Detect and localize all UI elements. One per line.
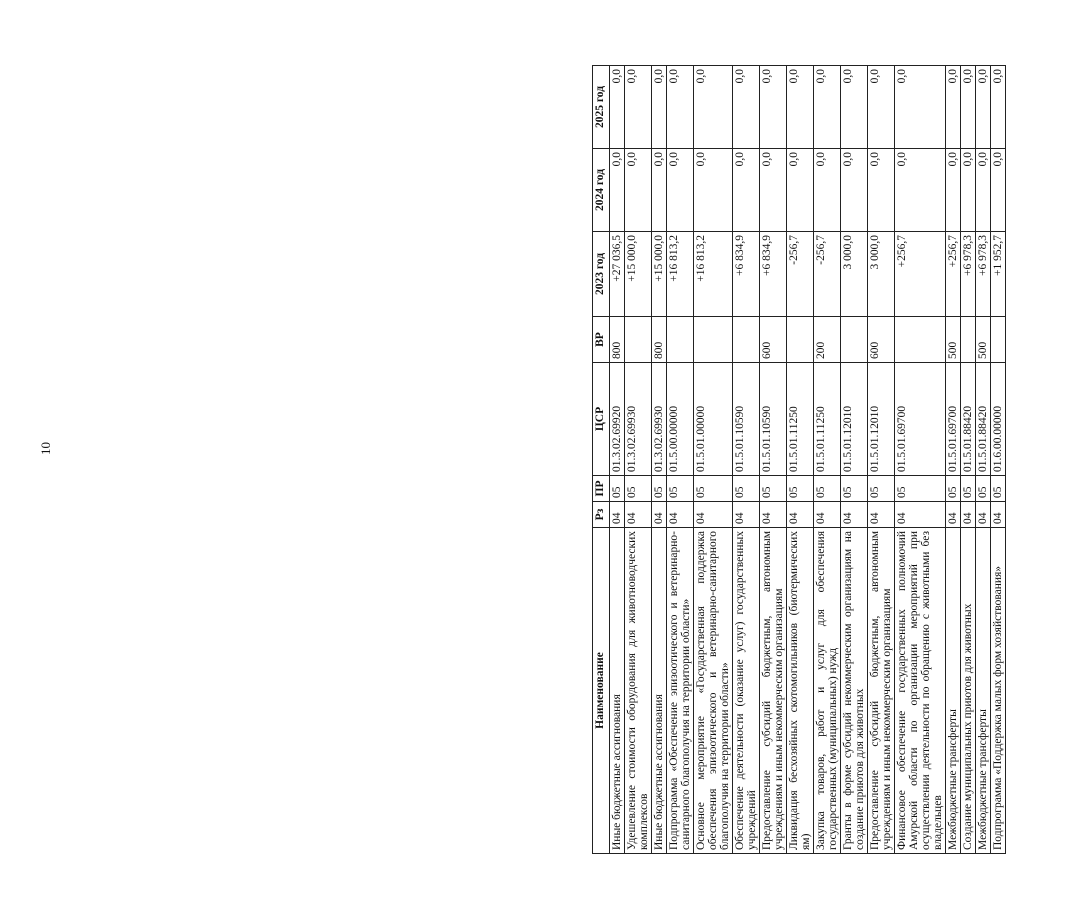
cell-y2025: 0,0: [961, 66, 976, 149]
cell-rz: 04: [694, 502, 733, 528]
cell-csr: 01.5.01.10590: [733, 363, 760, 476]
cell-y2025: 0,0: [694, 66, 733, 149]
cell-y2024: 0,0: [694, 149, 733, 232]
cell-rz: 04: [841, 502, 868, 528]
table-row: [610, 66, 625, 854]
cell-rz: 04: [868, 502, 895, 528]
header-csr: ЦСР: [593, 363, 610, 476]
cell-rz: 04: [787, 502, 814, 528]
cell-y2024: 0,0: [991, 149, 1006, 232]
cell-name: Закупка товаров, работ и услуг для обеспечения государственных (муниципальных) нужд: [814, 528, 841, 854]
cell-csr: 01.5.01.69700: [895, 363, 946, 476]
cell-y2025: 0,0: [760, 66, 787, 149]
table-header-row: [593, 66, 610, 854]
cell-csr: 01.3.02.69930: [652, 363, 667, 476]
cell-vr: 600: [868, 317, 895, 363]
cell-y2024: 0,0: [868, 149, 895, 232]
cell-y2024: 0,0: [787, 149, 814, 232]
cell-y2023: 3 000,0: [841, 232, 868, 317]
cell-name: Финансовое обеспечение государственных полномочий Амурской области по организации мероприятий при осуществлении деятельности по обращению с животными без владельцев: [895, 528, 946, 854]
cell-vr: [625, 317, 652, 363]
table-row: [895, 66, 946, 854]
cell-name: Иные бюджетные ассигнования: [610, 528, 625, 854]
header-vr: ВР: [593, 317, 610, 363]
cell-pr: 05: [841, 476, 868, 502]
cell-y2024: 0,0: [946, 149, 961, 232]
cell-rz: 04: [667, 502, 694, 528]
cell-rz: 04: [946, 502, 961, 528]
cell-rz: 04: [814, 502, 841, 528]
cell-rz: 04: [991, 502, 1006, 528]
header-name: Наименование: [593, 528, 610, 854]
cell-y2025: 0,0: [991, 66, 1006, 149]
cell-pr: 05: [625, 476, 652, 502]
cell-y2024: 0,0: [760, 149, 787, 232]
cell-rz: 04: [961, 502, 976, 528]
cell-y2025: 0,0: [976, 66, 991, 149]
cell-csr: 01.5.01.69700: [946, 363, 961, 476]
cell-rz: 04: [895, 502, 946, 528]
table-row: [652, 66, 667, 854]
cell-y2025: 0,0: [841, 66, 868, 149]
table-row: [814, 66, 841, 854]
cell-name: Удешевление стоимости оборудования для животноводческих комплексов: [625, 528, 652, 854]
cell-csr: 01.5.01.10590: [760, 363, 787, 476]
cell-vr: [694, 317, 733, 363]
cell-y2023: +6 834,9: [733, 232, 760, 317]
cell-y2023: -256,7: [814, 232, 841, 317]
cell-y2023: +27 036,5: [610, 232, 625, 317]
cell-csr: 01.5.01.00000: [694, 363, 733, 476]
cell-y2023: +15 000,0: [652, 232, 667, 317]
cell-y2023: +6 834,9: [760, 232, 787, 317]
budget-table: [592, 65, 1006, 854]
cell-y2023: +1 952,7: [991, 232, 1006, 317]
cell-name: Предоставление субсидий бюджетным, автономным учреждениям и иным некоммерческим организациям: [760, 528, 787, 854]
cell-y2023: +256,7: [946, 232, 961, 317]
cell-pr: 05: [868, 476, 895, 502]
cell-rz: 04: [976, 502, 991, 528]
cell-y2024: 0,0: [733, 149, 760, 232]
cell-pr: 05: [667, 476, 694, 502]
header-2024: 2024 год: [593, 149, 610, 232]
table-row: [976, 66, 991, 854]
cell-y2023: +16 813,2: [667, 232, 694, 317]
cell-csr: 01.5.01.11250: [787, 363, 814, 476]
cell-vr: 500: [946, 317, 961, 363]
cell-y2025: 0,0: [787, 66, 814, 149]
cell-pr: 05: [787, 476, 814, 502]
cell-y2025: 0,0: [625, 66, 652, 149]
cell-y2025: 0,0: [667, 66, 694, 149]
page-number: 10: [38, 442, 53, 455]
cell-y2024: 0,0: [667, 149, 694, 232]
cell-vr: [733, 317, 760, 363]
cell-y2025: 0,0: [652, 66, 667, 149]
cell-csr: 01.5.00.00000: [667, 363, 694, 476]
cell-y2025: 0,0: [733, 66, 760, 149]
cell-vr: [787, 317, 814, 363]
cell-y2024: 0,0: [652, 149, 667, 232]
header-pr: ПР: [593, 476, 610, 502]
cell-csr: 01.3.02.69920: [610, 363, 625, 476]
cell-name: Подпрограмма «Поддержка малых форм хозяйствования»: [991, 528, 1006, 854]
table-row: [961, 66, 976, 854]
cell-name: Гранты в форме субсидий некоммерческим организациям на создание приютов для животных: [841, 528, 868, 854]
cell-csr: 01.5.01.12010: [841, 363, 868, 476]
cell-y2024: 0,0: [841, 149, 868, 232]
cell-rz: 04: [733, 502, 760, 528]
cell-pr: 05: [814, 476, 841, 502]
cell-pr: 05: [610, 476, 625, 502]
cell-rz: 04: [652, 502, 667, 528]
cell-csr: 01.5.01.11250: [814, 363, 841, 476]
cell-vr: 800: [652, 317, 667, 363]
cell-y2024: 0,0: [625, 149, 652, 232]
cell-vr: [841, 317, 868, 363]
cell-rz: 04: [610, 502, 625, 528]
cell-y2024: 0,0: [976, 149, 991, 232]
table-row: [667, 66, 694, 854]
header-2023: 2023 год: [593, 232, 610, 317]
cell-pr: 05: [961, 476, 976, 502]
table-row: [991, 66, 1006, 854]
cell-y2024: 0,0: [961, 149, 976, 232]
cell-pr: 05: [976, 476, 991, 502]
table-row: [841, 66, 868, 854]
cell-pr: 05: [694, 476, 733, 502]
cell-pr: 05: [991, 476, 1006, 502]
cell-y2025: 0,0: [868, 66, 895, 149]
header-2025: 2025 год: [593, 66, 610, 149]
cell-vr: [961, 317, 976, 363]
cell-pr: 05: [760, 476, 787, 502]
rotated-table-container: [592, 66, 1087, 854]
cell-y2025: 0,0: [946, 66, 961, 149]
cell-y2025: 0,0: [814, 66, 841, 149]
cell-csr: 01.5.01.88420: [961, 363, 976, 476]
cell-y2024: 0,0: [895, 149, 946, 232]
header-rz: Рз: [593, 502, 610, 528]
cell-pr: 05: [895, 476, 946, 502]
cell-pr: 05: [652, 476, 667, 502]
cell-name: Предоставление субсидий бюджетным, автономным учреждениям и иным некоммерческим организациям: [868, 528, 895, 854]
cell-vr: 800: [610, 317, 625, 363]
cell-y2023: +256,7: [895, 232, 946, 317]
cell-vr: [991, 317, 1006, 363]
cell-csr: 01.6.00.00000: [991, 363, 1006, 476]
cell-y2023: 3 000,0: [868, 232, 895, 317]
cell-name: Подпрограмма «Обеспечение эпизоотического и ветеринарно-санитарного благополучия на территории области»: [667, 528, 694, 854]
cell-name: Ликвидация бесхозяйных скотомогильников (биотермических ям): [787, 528, 814, 854]
cell-y2023: +6 978,3: [961, 232, 976, 317]
table-row: [760, 66, 787, 854]
cell-y2023: +16 813,2: [694, 232, 733, 317]
cell-vr: 200: [814, 317, 841, 363]
cell-y2025: 0,0: [610, 66, 625, 149]
cell-y2024: 0,0: [814, 149, 841, 232]
cell-pr: 05: [946, 476, 961, 502]
table-row: [868, 66, 895, 854]
cell-name: Создание муниципальных приютов для животных: [961, 528, 976, 854]
table-row: [733, 66, 760, 854]
cell-csr: 01.3.02.69930: [625, 363, 652, 476]
cell-vr: 500: [976, 317, 991, 363]
table-row: [694, 66, 733, 854]
cell-y2025: 0,0: [895, 66, 946, 149]
cell-name: Обеспечение деятельности (оказание услуг) государственных учреждений: [733, 528, 760, 854]
cell-y2023: +15 000,0: [625, 232, 652, 317]
table-row: [787, 66, 814, 854]
cell-y2023: -256,7: [787, 232, 814, 317]
cell-y2023: +6 978,3: [976, 232, 991, 317]
cell-vr: 600: [760, 317, 787, 363]
cell-vr: [895, 317, 946, 363]
table-row: [946, 66, 961, 854]
cell-y2024: 0,0: [610, 149, 625, 232]
cell-rz: 04: [760, 502, 787, 528]
table-row: [625, 66, 652, 854]
cell-vr: [667, 317, 694, 363]
cell-name: Основное мероприятие «Государственная поддержка обеспечения эпизоотического и ветеринарно-санитарного благополучия на территории области»: [694, 528, 733, 854]
cell-csr: 01.5.01.12010: [868, 363, 895, 476]
cell-csr: 01.5.01.88420: [976, 363, 991, 476]
cell-name: Межбюджетные трансферты: [946, 528, 961, 854]
cell-name: Межбюджетные трансферты: [976, 528, 991, 854]
cell-name: Иные бюджетные ассигнования: [652, 528, 667, 854]
cell-rz: 04: [625, 502, 652, 528]
cell-pr: 05: [733, 476, 760, 502]
